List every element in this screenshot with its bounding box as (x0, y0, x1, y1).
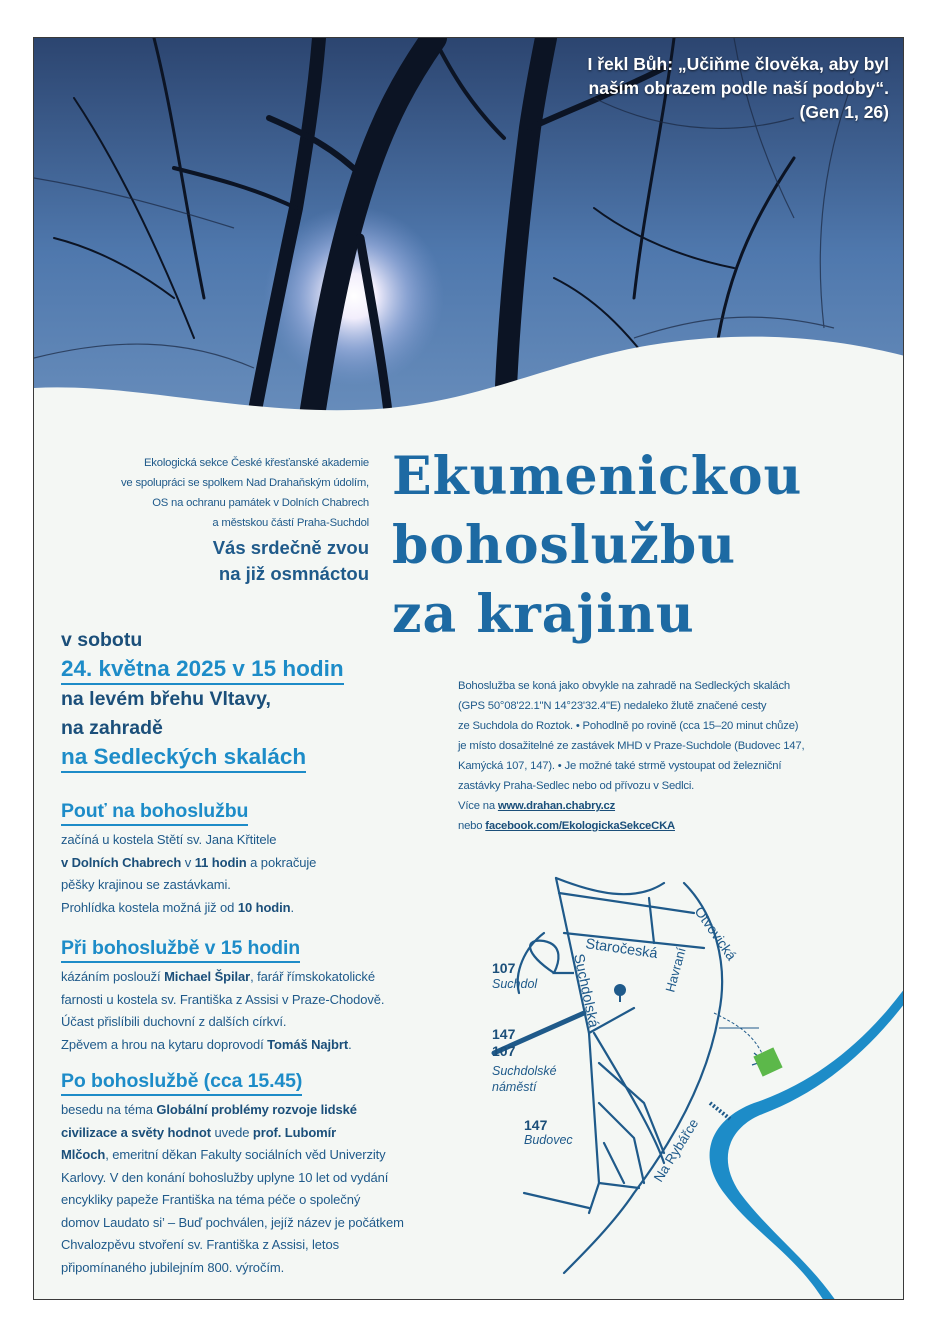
after-text: domov Laudato si’ – Buď pochválen, jejíž název je počátkem (61, 1214, 404, 1230)
route-map (454, 853, 904, 1300)
organizers (64, 453, 369, 533)
service-heading: Při bohoslužbě v 15 hodin (61, 935, 300, 963)
service-text (61, 1034, 466, 1057)
poster (33, 37, 904, 1300)
service-section (61, 935, 466, 1056)
text: Zpěvem a hrou na kytaru doprovodí (61, 1036, 268, 1052)
quote-line: naším obrazem podle naší podoby“. (588, 78, 889, 98)
invite-line: na již osmnáctou (218, 563, 369, 584)
info-line: Bohoslužba se koná jako obvykle na zahradě na Sedleckých skalách (458, 680, 790, 692)
title-line: bohoslužbu (392, 515, 737, 576)
after-heading: Po bohoslužbě (cca 15.45) (61, 1068, 302, 1096)
street-havrani: Havraní (662, 945, 689, 994)
stop-budovec-name: Budovec (524, 1133, 573, 1147)
stop-budovec-number: 147 (524, 1117, 548, 1133)
text: kázáním poslouží (61, 969, 165, 984)
footpath (714, 1013, 764, 1058)
service-text (61, 966, 466, 989)
info-line: zastávky Praha-Sedlec nebo od přívozu v Sedlci. (458, 780, 695, 792)
suchdol-loop (530, 941, 574, 973)
village-name: v Dolních Chabrech (61, 854, 182, 870)
after-text (61, 1099, 466, 1122)
after-text: Chvalozpěvu stvoření sv. Františka z Assisi, letos (61, 1237, 339, 1252)
after-text: připomínaného jubilejním 800. výročím. (61, 1259, 285, 1275)
pilgrimage-text: začíná u kostela Stětí sv. Jana Křtitele (61, 832, 277, 847)
web-link[interactable]: www.drahan.chabry.cz (497, 800, 616, 812)
facebook-link[interactable]: facebook.com/EkologickaSekceCKA (485, 820, 675, 832)
street-otvovicka: Otvovická (691, 903, 740, 964)
info-line: ze Suchdola do Roztok. • Pohodlně po rovině (cca 15–20 minut chůze) (458, 720, 799, 732)
organizer-line: ve spolupráci se spolkem Nad Drahaňským údolím, (120, 477, 369, 489)
after-text (61, 1122, 466, 1145)
info-line: je místo dosažitelné ze zastávek MHD v Praze-Suchdole (Budovec 147, (458, 740, 805, 752)
event-date: 24. května 2025 v 15 hodin (61, 655, 344, 685)
organizer-line: a městskou částí Praha-Suchdol (212, 517, 369, 529)
pilgrimage-text (61, 852, 466, 875)
church-tree-icon (614, 984, 626, 1002)
preacher-name: Michael Špilar (164, 969, 251, 984)
text: v (181, 854, 195, 870)
speaker-name: prof. Lubomír (252, 1124, 337, 1140)
stop-namesti-number: 107 (492, 1043, 516, 1059)
title-line: Ekumenickou (392, 446, 803, 507)
garden-marker (753, 1047, 782, 1076)
bible-quote (509, 52, 889, 124)
street-starocesko: Staročeská (584, 936, 659, 963)
stop-namesti-name: Suchdolské (492, 1064, 557, 1078)
info-web-line (458, 796, 878, 816)
title-line: za krajinu (392, 584, 695, 645)
stop-namesti-number: 147 (492, 1026, 516, 1042)
text: Prohlídka kostela možná již od (61, 899, 238, 915)
text: , farář římskokatolické (250, 969, 375, 984)
text: uvede (210, 1124, 253, 1140)
after-text (61, 1144, 466, 1167)
topic: civilizace a světy hodnot (61, 1124, 211, 1140)
after-text: Karlovy. V den konání bohoslužby uplyne 10 let od vydání (61, 1169, 389, 1185)
event-place: na Sedleckých skalách (61, 743, 306, 773)
pilgrimage-section (61, 798, 466, 919)
text: . (290, 899, 294, 915)
start-time: 11 hodin (194, 854, 247, 870)
pilgrimage-text: pěšky krajinou se zastávkami. (61, 877, 231, 892)
organizer-line: OS na ochranu památek v Dolních Chabrech (152, 497, 369, 509)
after-section (61, 1068, 466, 1279)
railway-stop (710, 1103, 730, 1119)
text: a pokračuje (246, 854, 317, 870)
stop-suchdol-name: Suchdol (492, 977, 538, 991)
text: , emeritní děkan Fakulty sociálních věd Univerzity (105, 1147, 386, 1162)
service-text: Účast přislíbili duchovní z dalších církví. (61, 1014, 287, 1029)
text: . (348, 1036, 352, 1052)
info-line: (GPS 50°08'22.1"N 14°23'32.4"E) nedaleko žlutě značené cesty (458, 700, 767, 712)
info-line: Kamýcká 107, 147). • Je možné také strmě vystoupat od železniční (458, 760, 782, 772)
date-place (61, 626, 421, 773)
service-text: farnosti u kostela sv. Františka z Assisi v Praze-Chodově. (61, 991, 385, 1007)
location-line: na levém břehu Vltavy, (61, 688, 271, 710)
tour-time: 10 hodin (237, 899, 291, 915)
organizer-line: Ekologická sekce České křesťanské akademie (143, 457, 369, 469)
quote-line: I řekl Bůh: „Učiňme člověka, aby byl (587, 54, 889, 74)
topic: Globální problémy rozvoje lidské (156, 1102, 357, 1117)
pilgrimage-text (61, 897, 466, 920)
info-fb-line (458, 816, 878, 836)
event-title (392, 442, 902, 649)
pilgrimage-heading: Pouť na bohoslužbu (61, 798, 248, 826)
or-prefix: nebo (458, 820, 483, 832)
location-line: na zahradě (61, 717, 163, 739)
more-prefix: Více na (458, 800, 495, 812)
weekday: v sobotu (61, 629, 143, 651)
text: besedu na téma (61, 1102, 157, 1117)
invite-line: Vás srdečně zvou (212, 537, 369, 558)
after-text: encykliky papeže Františka na téma péče o společný (61, 1192, 361, 1207)
speaker-name: Mlčoch (61, 1147, 106, 1162)
musician-name: Tomáš Najbrt (267, 1036, 349, 1052)
stop-namesti-name: náměstí (492, 1080, 537, 1094)
directions-info (458, 676, 878, 836)
quote-reference: (Gen 1, 26) (799, 102, 889, 122)
stop-suchdol-number: 107 (492, 960, 516, 976)
street-suchdolska: Suchdolská (570, 952, 602, 1030)
street-na-rybarce: Na Rybářce (650, 1116, 702, 1185)
invitation (64, 535, 369, 587)
